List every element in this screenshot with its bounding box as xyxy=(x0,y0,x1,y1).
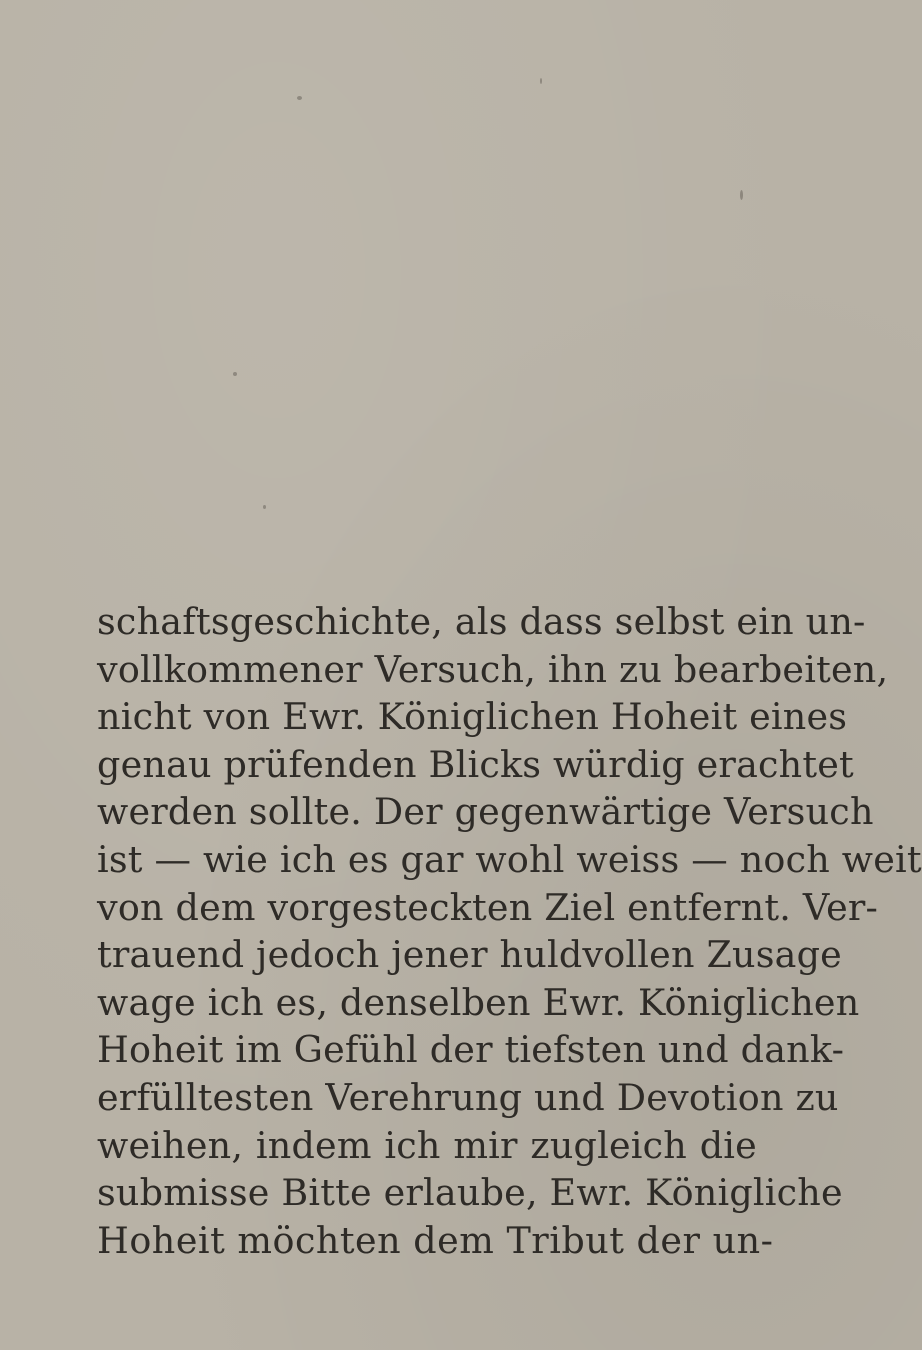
text-line: weihen, indem ich mir zugleich die xyxy=(97,1123,757,1167)
text-line: genau prüfenden Blicks würdig erachtet xyxy=(97,742,854,786)
paper-speck xyxy=(233,372,237,376)
text-line: werden sollte. Der gegenwärtige Versuch xyxy=(97,790,874,834)
paper-speck xyxy=(740,190,743,200)
text-line: ist — wie ich es gar wohl weiss — noch weit xyxy=(97,837,922,881)
text-line: Hoheit möchten dem Tribut der un- xyxy=(97,1218,774,1262)
paper-speck xyxy=(297,96,302,100)
text-line: wage ich es, denselben Ewr. Königlichen xyxy=(97,980,860,1024)
text-line: trauend jedoch jener huldvollen Zusage xyxy=(97,933,842,977)
text-line: Hoheit im Gefühl der tiefsten und dank- xyxy=(97,1028,845,1072)
text-line: schaftsgeschichte, als dass selbst ein un- xyxy=(97,600,866,643)
paper-speck xyxy=(540,78,542,84)
body-text xyxy=(97,598,922,1264)
text-line: nicht von Ewr. Königlichen Hoheit eines xyxy=(97,695,848,739)
text-line: von dem vorgesteckten Ziel entfernt. Ver- xyxy=(97,885,879,929)
text-line: submisse Bitte erlaube, Ewr. Königliche xyxy=(97,1171,843,1215)
text-line: erfülltesten Verehrung und Devotion zu xyxy=(97,1075,839,1119)
text-line: vollkommener Versuch, ihn zu bearbeiten, xyxy=(97,647,889,691)
paper-speck xyxy=(263,505,266,509)
